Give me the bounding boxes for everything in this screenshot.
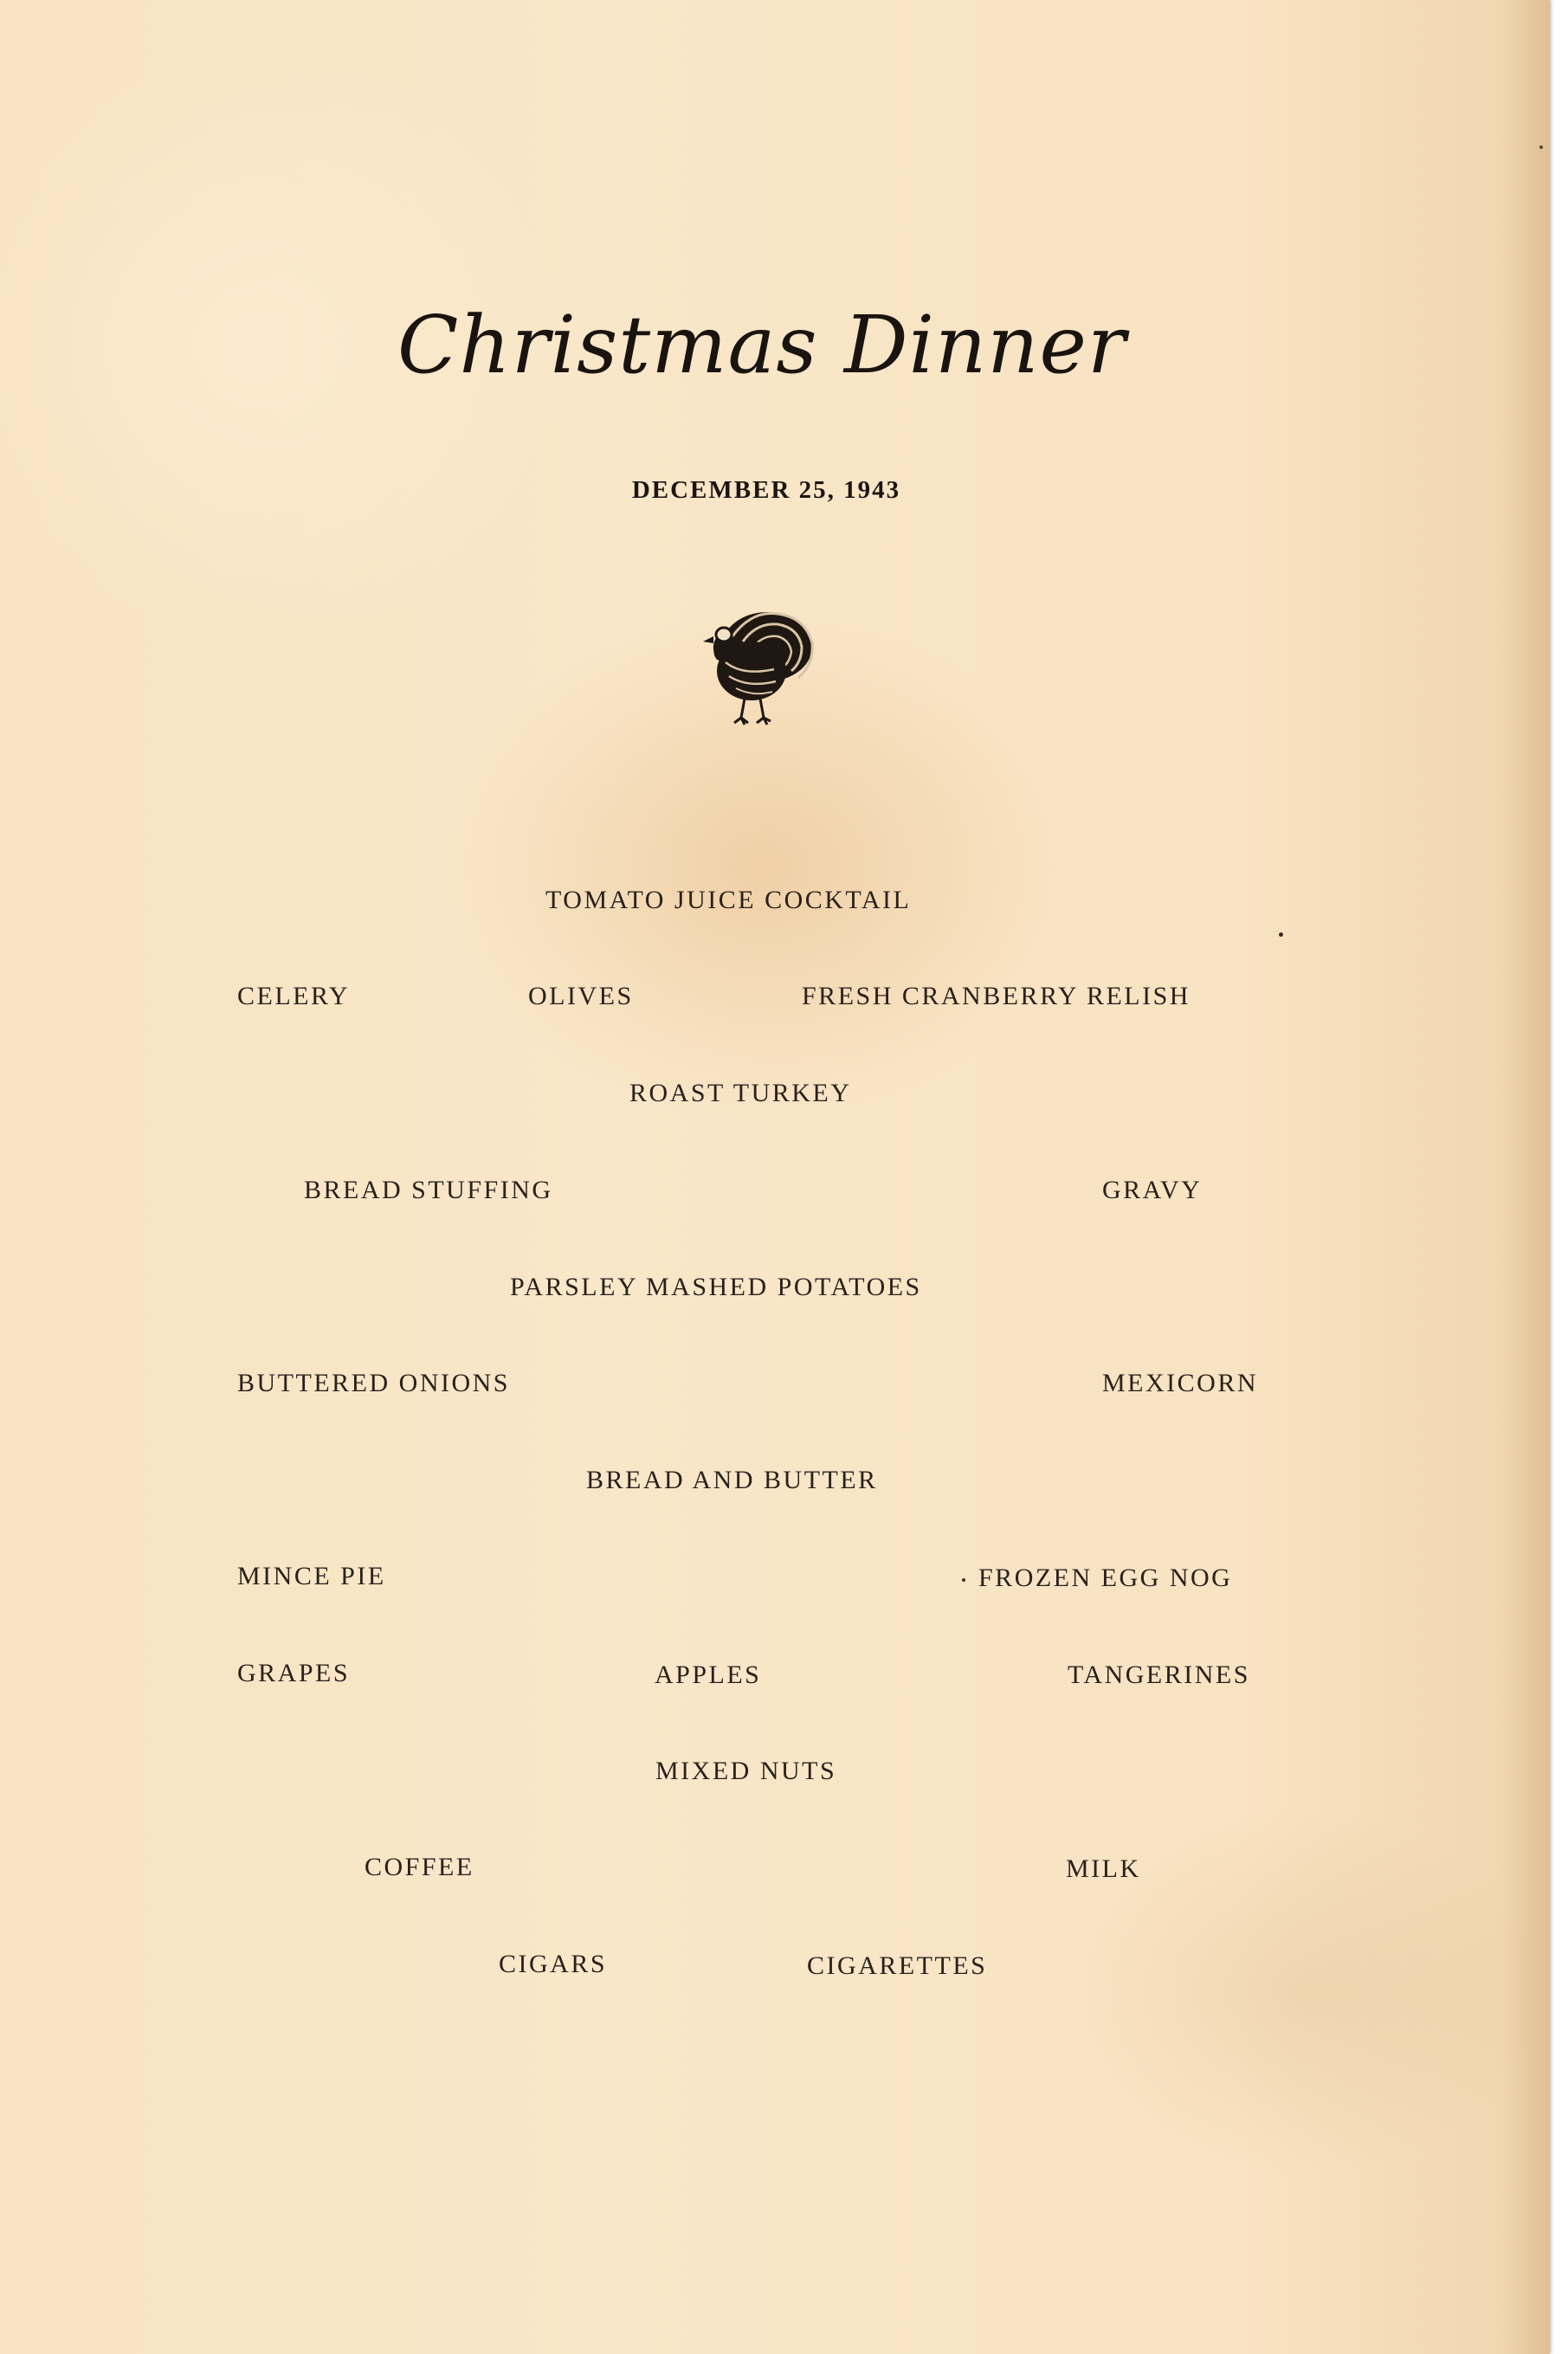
paper-speck xyxy=(1539,145,1543,149)
menu-item-egg-nog: FROZEN EGG NOG xyxy=(978,1564,1233,1592)
paper-speck xyxy=(962,1578,965,1582)
menu-item-tangerines: TANGERINES xyxy=(1068,1661,1250,1689)
menu-item-roast-turkey: ROAST TURKEY xyxy=(629,1079,852,1107)
menu-item-buttered-onions: BUTTERED ONIONS xyxy=(237,1369,510,1397)
paper-speck xyxy=(1279,932,1283,937)
menu-item-grapes: GRAPES xyxy=(237,1659,351,1687)
menu-item-bread-stuffing: BREAD STUFFING xyxy=(304,1176,553,1204)
menu-item-milk: MILK xyxy=(1066,1854,1141,1883)
menu-item-cigarettes: CIGARETTES xyxy=(807,1951,988,1980)
menu-date: DECEMBER 25, 1943 xyxy=(631,476,901,504)
menu-item-gravy: GRAVY xyxy=(1102,1176,1203,1204)
menu-item-mince-pie: MINCE PIE xyxy=(237,1562,386,1590)
menu-item-olives: OLIVES xyxy=(528,982,634,1010)
turkey-icon xyxy=(691,602,821,732)
menu-item-mixed-nuts: MIXED NUTS xyxy=(655,1757,837,1785)
menu-item-apples: APPLES xyxy=(655,1661,762,1689)
menu-item-tomato-juice: TOMATO JUICE COCKTAIL xyxy=(545,886,912,914)
menu-item-cigars: CIGARS xyxy=(499,1950,608,1978)
menu-item-bread-butter: BREAD AND BUTTER xyxy=(586,1466,878,1494)
menu-item-celery: CELERY xyxy=(237,982,351,1010)
menu-item-coffee: COFFEE xyxy=(365,1853,474,1881)
menu-item-mashed-potatoes: PARSLEY MASHED POTATOES xyxy=(510,1273,922,1301)
menu-item-cranberry-relish: FRESH CRANBERRY RELISH xyxy=(802,982,1191,1010)
menu-item-mexicorn: MEXICORN xyxy=(1102,1369,1259,1397)
menu-title: Christmas Dinner xyxy=(397,299,1126,391)
